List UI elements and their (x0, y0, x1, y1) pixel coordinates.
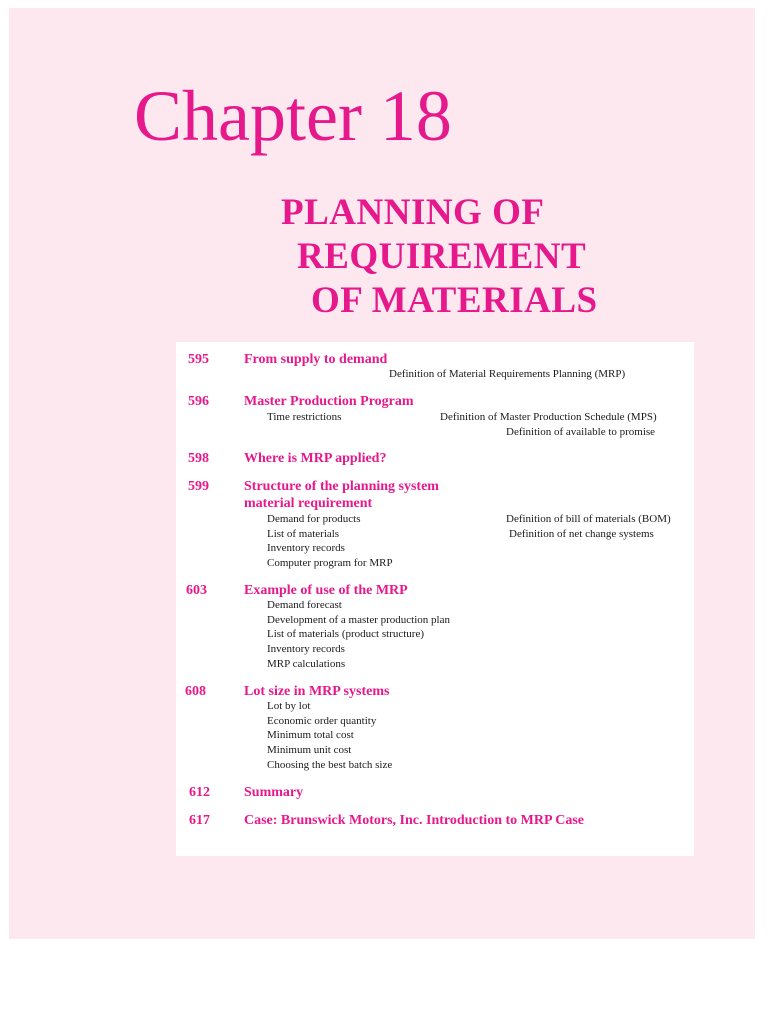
toc-sub-599-right-1: Definition of bill of materials (BOM) (506, 513, 671, 525)
toc-sub-603-left-5: MRP calculations (267, 658, 346, 670)
toc-page-608: 608 (185, 684, 206, 699)
toc-sub-608-left-4: Minimum unit cost (267, 744, 352, 756)
toc-page-617: 617 (189, 813, 210, 828)
toc-sub-599-left-1: Demand for products (267, 513, 361, 525)
toc-sub-599-left-3: Inventory records (267, 542, 345, 554)
toc-sub-608-left-3: Minimum total cost (267, 729, 354, 741)
toc-sub-603-left-4: Inventory records (267, 643, 345, 655)
toc-sub-608-left-2: Economic order quantity (267, 715, 377, 727)
toc-sub-608-left-1: Lot by lot (267, 700, 311, 712)
toc-sub-608-left-5: Choosing the best batch size (267, 759, 393, 771)
toc-sub-596-right-1: Definition of Master Production Schedule (MPS) (440, 411, 657, 423)
toc-sub-599-left-4: Computer program for MRP (267, 557, 393, 569)
chapter-heading: Chapter 18 (134, 76, 452, 156)
toc-heading-617: Case: Brunswick Motors, Inc. Introduction to MRP Case (244, 813, 585, 828)
chapter-title-line-1: PLANNING OF (281, 192, 545, 233)
table-of-contents (176, 342, 694, 856)
toc-heading-603: Example of use of the MRP (244, 583, 408, 598)
toc-sub-596-left-1: Time restrictions (267, 411, 342, 423)
chapter-title-line-3: OF MATERIALS (311, 280, 598, 321)
toc-page-595: 595 (188, 352, 209, 367)
toc-sub-596-right-2: Definition of available to promise (506, 426, 656, 438)
toc-page-612: 612 (189, 785, 210, 800)
toc-sub-599-right-2: Definition of net change systems (509, 528, 654, 540)
toc-heading-599: Structure of the planning system (244, 479, 439, 494)
toc-sub-603-left-1: Demand forecast (267, 599, 342, 611)
toc-page-603: 603 (186, 583, 207, 598)
toc-sub-599-left-2: List of materials (267, 528, 340, 540)
toc-heading-608: Lot size in MRP systems (244, 684, 390, 699)
toc-page-599: 599 (188, 479, 209, 494)
toc-page-596: 596 (188, 394, 209, 409)
toc-sub-595-right-1: Definition of Material Requirements Planning (MRP) (389, 368, 626, 380)
toc-heading-598: Where is MRP applied? (244, 451, 387, 466)
toc-heading-596: Master Production Program (244, 394, 414, 409)
toc-heading-595: From supply to demand (244, 352, 388, 367)
toc-heading-599-line-2: material requirement (244, 496, 373, 511)
chapter-title-line-2: REQUIREMENT (297, 236, 587, 277)
toc-page-598: 598 (188, 451, 209, 466)
toc-heading-612: Summary (244, 785, 304, 800)
toc-sub-603-left-2: Development of a master production plan (267, 614, 450, 626)
toc-sub-603-left-3: List of materials (product structure) (267, 628, 425, 640)
